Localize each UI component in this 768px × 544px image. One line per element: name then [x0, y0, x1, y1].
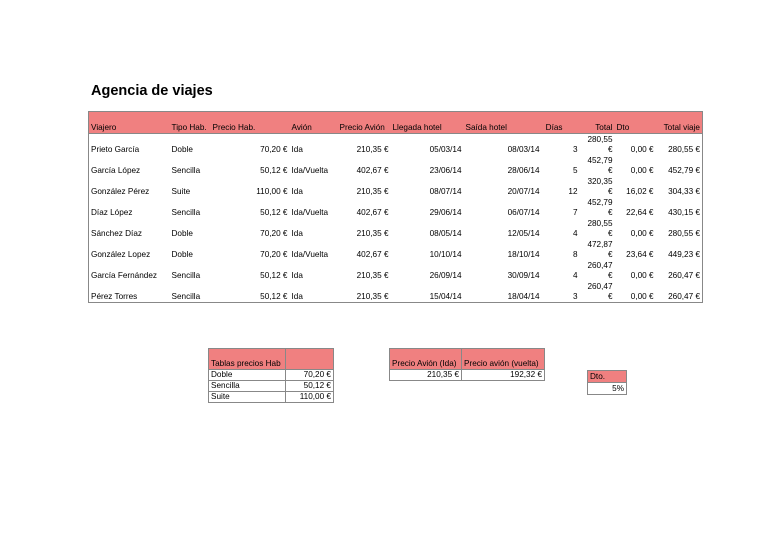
cell-avion[interactable]: Ida: [291, 229, 303, 238]
cell-viajero[interactable]: Pérez Torres: [91, 292, 138, 301]
cell-total-viaje[interactable]: 430,15 €: [668, 208, 700, 217]
cell-viajero[interactable]: González Lopez: [91, 250, 151, 259]
cell-salida[interactable]: 08/03/14: [507, 145, 540, 154]
table-row: [209, 392, 334, 403]
cell-total-viaje[interactable]: 280,55 €: [668, 145, 700, 154]
cell-llegada[interactable]: 10/10/14: [429, 250, 462, 259]
table-row: [89, 218, 703, 239]
cell-total-viaje[interactable]: 449,23 €: [668, 250, 700, 259]
cell-dto[interactable]: 0,00 €: [630, 292, 654, 301]
cell-total[interactable]: 452,79 €: [587, 156, 613, 175]
cell-tipo-hab[interactable]: Doble: [171, 229, 193, 238]
header-cell[interactable]: Viajero: [89, 112, 170, 134]
cell-llegada[interactable]: 08/07/14: [429, 187, 462, 196]
cell-llegada[interactable]: 26/09/14: [429, 271, 462, 280]
cell-total-viaje[interactable]: 260,47 €: [668, 271, 700, 280]
cell-avion[interactable]: Ida/Vuelta: [291, 250, 329, 259]
cell-salida[interactable]: 30/09/14: [507, 271, 540, 280]
header-cell[interactable]: Dto: [615, 112, 656, 134]
cell-tipo-hab[interactable]: Doble: [171, 250, 193, 259]
table-header-row: [89, 112, 703, 134]
cell-total[interactable]: 280,55 €: [587, 219, 613, 238]
cell-salida[interactable]: 06/07/14: [507, 208, 540, 217]
cell-precio-hab[interactable]: 50,12 €: [260, 208, 288, 217]
room-price-header[interactable]: Tablas precios Hab: [209, 349, 286, 370]
table-header-row: [588, 371, 627, 383]
room-price-cell[interactable]: 70,20 €: [286, 370, 334, 381]
cell-avion[interactable]: Ida: [291, 292, 303, 301]
cell-precio-hab[interactable]: 70,20 €: [260, 250, 288, 259]
room-type-cell[interactable]: Sencilla: [209, 381, 286, 392]
cell-salida[interactable]: 28/06/14: [507, 166, 540, 175]
cell-salida[interactable]: 20/07/14: [507, 187, 540, 196]
header-cell[interactable]: Avión: [290, 112, 338, 134]
cell-avion[interactable]: Ida: [291, 271, 303, 280]
flight-price-ida-cell[interactable]: 210,35 €: [390, 370, 462, 381]
header-cell[interactable]: Total viaje: [656, 112, 703, 134]
cell-total[interactable]: 260,47 €: [587, 261, 613, 280]
cell-precio-hab[interactable]: 110,00 €: [256, 187, 288, 196]
room-price-header-blank[interactable]: [286, 349, 334, 370]
header-cell[interactable]: Llegada hotel: [391, 112, 464, 134]
cell-avion[interactable]: Ida/Vuelta: [291, 208, 329, 217]
room-type-cell[interactable]: Suite: [209, 392, 286, 403]
table-header-row: [390, 349, 545, 370]
header-cell[interactable]: Días: [542, 112, 580, 134]
cell-llegada[interactable]: 08/05/14: [429, 229, 462, 238]
cell-precio-hab[interactable]: 70,20 €: [260, 229, 288, 238]
cell-tipo-hab[interactable]: Doble: [171, 145, 193, 154]
room-price-cell[interactable]: 110,00 €: [286, 392, 334, 403]
cell-precio-avion[interactable]: 210,35 €: [356, 145, 389, 154]
table-header-row: [209, 349, 334, 370]
table-row: [588, 383, 627, 395]
discount-header[interactable]: Dto.: [588, 371, 627, 383]
cell-dto[interactable]: 0,00 €: [630, 229, 654, 238]
discount-table: [587, 370, 627, 395]
cell-viajero[interactable]: García Fernández: [91, 271, 157, 280]
cell-avion[interactable]: Ida/Vuelta: [291, 166, 329, 175]
cell-llegada[interactable]: 29/06/14: [429, 208, 462, 217]
cell-total[interactable]: 260,47 €: [587, 282, 613, 301]
room-type-cell[interactable]: Doble: [209, 370, 286, 381]
cell-total[interactable]: 320,35 €: [587, 177, 613, 196]
cell-tipo-hab[interactable]: Sencilla: [171, 292, 201, 301]
cell-dias[interactable]: 3: [572, 145, 578, 154]
flight-price-vuelta-cell[interactable]: 192,32 €: [462, 370, 545, 381]
cell-precio-hab[interactable]: 50,12 €: [260, 292, 288, 301]
cell-precio-hab[interactable]: 50,12 €: [260, 271, 288, 280]
header-cell[interactable]: Precio Hab.: [211, 112, 290, 134]
cell-dias[interactable]: 3: [572, 292, 578, 301]
table-row: [89, 239, 703, 260]
cell-llegada[interactable]: 05/03/14: [429, 145, 462, 154]
cell-viajero[interactable]: González Pérez: [91, 187, 150, 196]
cell-total-viaje[interactable]: 280,55 €: [668, 229, 700, 238]
cell-viajero[interactable]: Díaz López: [91, 208, 133, 217]
flight-price-header-vuelta[interactable]: Precio avión (vuelta): [462, 349, 545, 370]
flight-price-table: [389, 348, 545, 381]
cell-dias[interactable]: 5: [572, 166, 578, 175]
cell-dto[interactable]: 22,64 €: [626, 208, 654, 217]
cell-llegada[interactable]: 23/06/14: [429, 166, 462, 175]
cell-salida[interactable]: 12/05/14: [507, 229, 540, 238]
cell-dto[interactable]: 16,02 €: [626, 187, 654, 196]
cell-tipo-hab[interactable]: Sencilla: [171, 166, 201, 175]
cell-salida[interactable]: 18/04/14: [507, 292, 540, 301]
table-row: [89, 197, 703, 218]
cell-precio-avion[interactable]: 210,35 €: [356, 271, 389, 280]
table-row: [89, 281, 703, 303]
cell-precio-avion[interactable]: 402,67 €: [356, 166, 389, 175]
cell-precio-hab[interactable]: 50,12 €: [260, 166, 288, 175]
cell-dto[interactable]: 0,00 €: [630, 271, 654, 280]
cell-precio-avion[interactable]: 210,35 €: [356, 292, 389, 301]
cell-precio-avion[interactable]: 210,35 €: [356, 187, 389, 196]
table-row: [89, 134, 703, 156]
cell-tipo-hab[interactable]: Sencilla: [171, 271, 201, 280]
cell-llegada[interactable]: 15/04/14: [429, 292, 462, 301]
header-cell[interactable]: Saída hotel: [464, 112, 542, 134]
table-row: [89, 176, 703, 197]
flight-price-header-ida[interactable]: Precio Avión (Ida): [390, 349, 462, 370]
room-price-table: [208, 348, 334, 403]
cell-salida[interactable]: 18/10/14: [507, 250, 540, 259]
cell-total-viaje[interactable]: 304,33 €: [668, 187, 700, 196]
cell-total[interactable]: 280,55 €: [587, 135, 613, 154]
cell-dias[interactable]: 4: [572, 271, 578, 280]
cell-total[interactable]: 452,79 €: [587, 198, 613, 217]
cell-precio-avion[interactable]: 402,67 €: [356, 250, 389, 259]
room-price-cell[interactable]: 50,12 €: [286, 381, 334, 392]
cell-dto[interactable]: 0,00 €: [630, 145, 654, 154]
cell-dias[interactable]: 4: [572, 229, 578, 238]
cell-total-viaje[interactable]: 260,47 €: [668, 292, 700, 301]
table-row: [390, 370, 545, 381]
table-row: [89, 260, 703, 281]
cell-precio-avion[interactable]: 402,67 €: [356, 208, 389, 217]
header-cell[interactable]: Precio Avión: [338, 112, 391, 134]
table-row: [209, 381, 334, 392]
sheet-title: Agencia de viajes: [91, 83, 213, 99]
cell-dto[interactable]: 23,64 €: [626, 250, 654, 259]
cell-precio-avion[interactable]: 210,35 €: [356, 229, 389, 238]
travel-table: [88, 111, 703, 303]
table-row: [89, 155, 703, 176]
cell-dto[interactable]: 0,00 €: [630, 166, 654, 175]
cell-dias[interactable]: 8: [572, 250, 578, 259]
header-cell[interactable]: Total: [580, 112, 615, 134]
cell-avion[interactable]: Ida: [291, 187, 303, 196]
cell-total[interactable]: 472,87 €: [587, 240, 613, 259]
cell-dias[interactable]: 7: [572, 208, 578, 217]
cell-avion[interactable]: Ida: [291, 145, 303, 154]
cell-viajero[interactable]: Sánchez Díaz: [91, 229, 142, 238]
cell-total-viaje[interactable]: 452,79 €: [668, 166, 700, 175]
header-cell[interactable]: Tipo Hab.: [170, 112, 211, 134]
cell-precio-hab[interactable]: 70,20 €: [260, 145, 288, 154]
cell-viajero[interactable]: García López: [91, 166, 141, 175]
cell-tipo-hab[interactable]: Sencilla: [171, 208, 201, 217]
cell-tipo-hab[interactable]: Suite: [171, 187, 191, 196]
cell-dias[interactable]: 12: [568, 187, 578, 196]
discount-value-cell[interactable]: 5%: [588, 383, 627, 395]
cell-viajero[interactable]: Prieto García: [91, 145, 140, 154]
table-row: [209, 370, 334, 381]
